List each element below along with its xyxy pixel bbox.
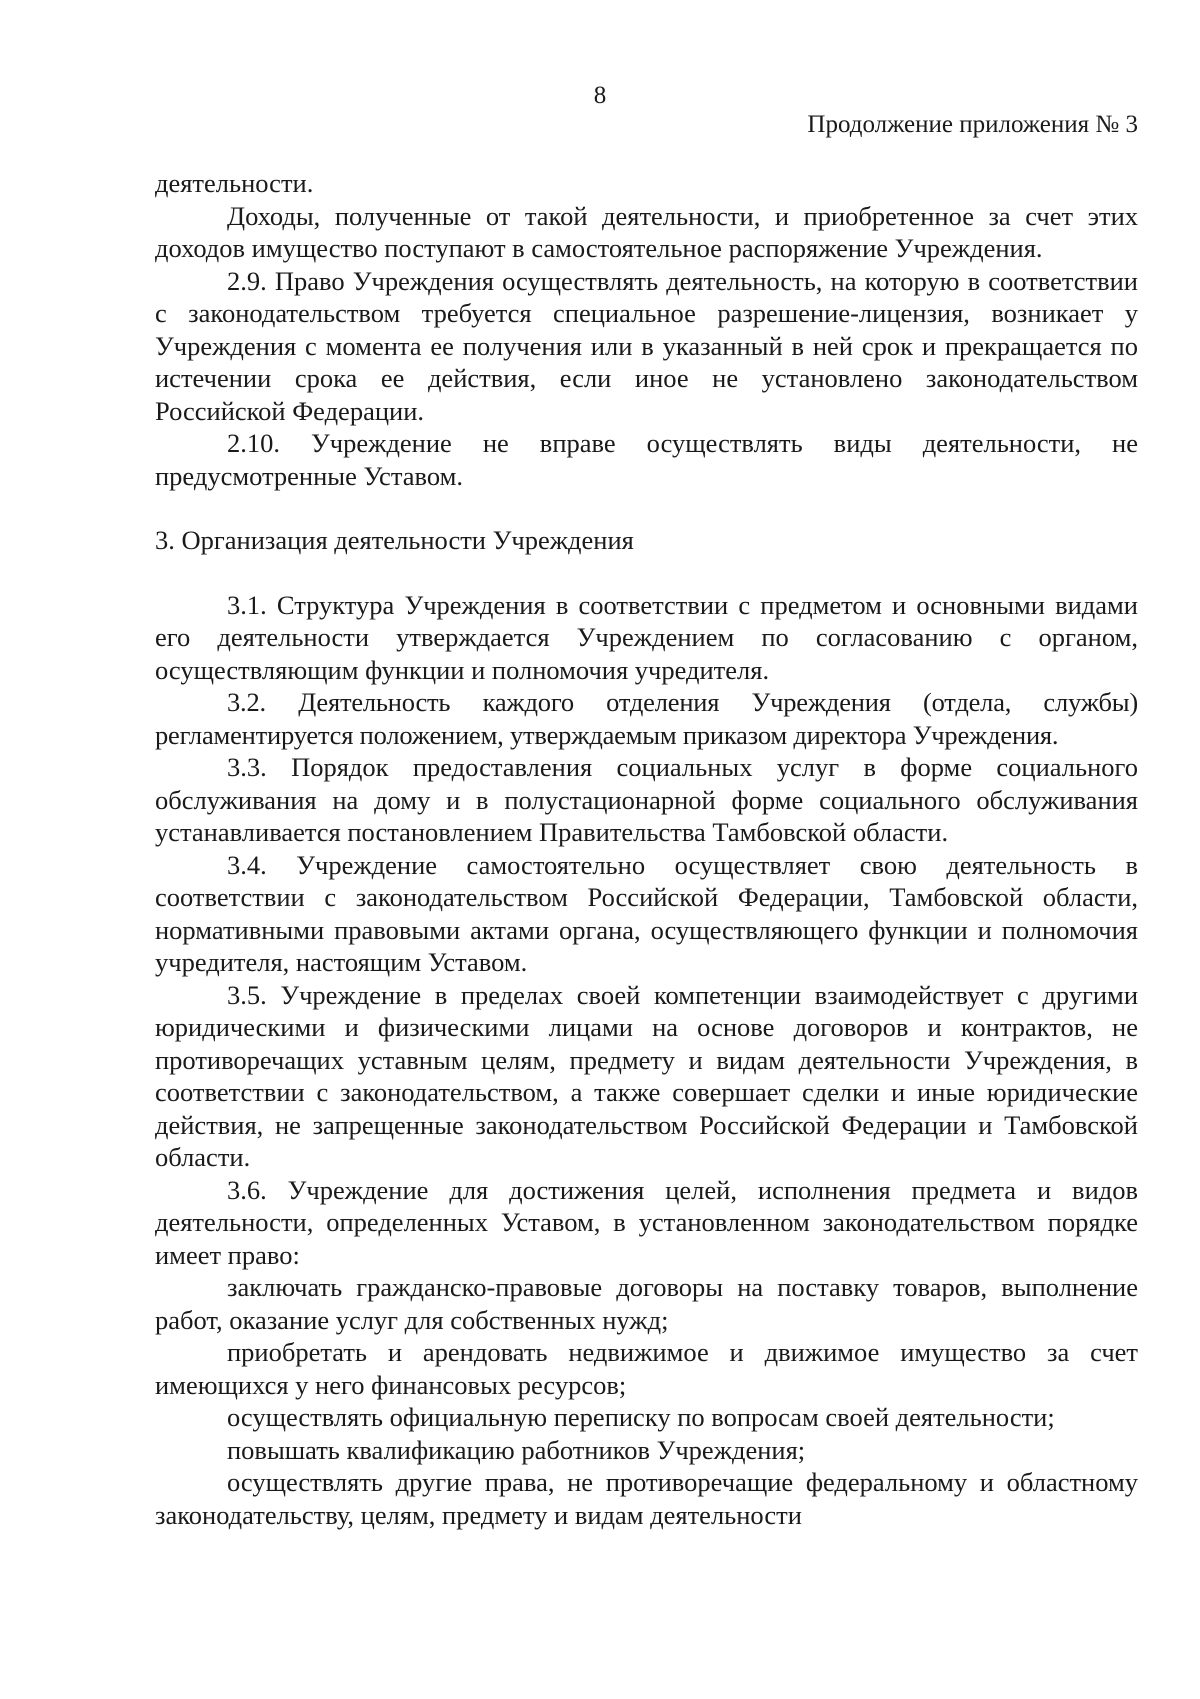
paragraph-2-10: 2.10. Учреждение не вправе осуществлять виды деятельности, не предусмотренные Уставом. bbox=[155, 428, 1138, 491]
document-body bbox=[155, 167, 1138, 1531]
paragraph-continuation: деятельности. bbox=[155, 168, 314, 198]
paragraph-2-9: 2.9. Право Учреждения осуществлять деятельность, на которую в соответствии с законодательством требуется специальное разрешение-лицензия, возникает у Учреждения с момента ее получения или в указанный в ней срок и прекращается по истечении срока ее действия, если иное не установлено законодательством Российской Федерации. bbox=[155, 265, 1138, 426]
list-item-right-property: приобретать и арендовать недвижимое и движимое имущество за счет имеющихся у него финансовых ресурсов; bbox=[155, 1337, 1138, 1400]
list-item-right-training: повышать квалификацию работников Учреждения; bbox=[227, 1434, 806, 1465]
list-item-right-contracts: заключать гражданско-правовые договоры на поставку товаров, выполнение работ, оказание услуг для собственных нужд; bbox=[155, 1272, 1138, 1335]
paragraph-3-5: 3.5. Учреждение в пределах своей компетенции взаимодействует с другими юридическими и физическими лицами на основе договоров и контрактов, не противоречащих уставным целям, предмету и видам деятельности Учреждения, в соответствии с законодательством, а также совершает сделки и иные юридические действия, не запрещенные законодательством Российской Федерации и Тамбовской области. bbox=[155, 979, 1138, 1172]
paragraph-3-6: 3.6. Учреждение для достижения целей, исполнения предмета и видов деятельности, определенных Уставом, в установленном законодательством порядке имеет право: bbox=[155, 1174, 1138, 1270]
paragraph-3-3: 3.3. Порядок предоставления социальных услуг в форме социального обслуживания на дому и в полустационарной форме социального обслуживания устанавливается постановлением Правительства Тамбовской области. bbox=[155, 752, 1138, 847]
paragraph-3-1: 3.1. Структура Учреждения в соответствии с предметом и основными видами его деятельности утверждается Учреждением по согласованию с органом, осуществляющим функции и полномочия учредителя. bbox=[155, 589, 1138, 685]
appendix-note: Продолжение приложения № 3 bbox=[807, 111, 1138, 138]
paragraph-income: Доходы, полученные от такой деятельности, и приобретенное за счет этих доходов имущество поступают в самостоятельное распоряжение Учреждения. bbox=[155, 200, 1138, 263]
page-number: 8 bbox=[593, 82, 607, 109]
list-item-right-correspondence: осуществлять официальную переписку по вопросам своей деятельности; bbox=[227, 1402, 1055, 1432]
section-heading-3: 3. Организация деятельности Учреждения bbox=[155, 525, 634, 555]
paragraph-3-2: 3.2. Деятельность каждого отделения Учреждения (отдела, службы) регламентируется положением, утверждаемым приказом директора Учреждения. bbox=[155, 687, 1138, 750]
paragraph-3-4: 3.4. Учреждение самостоятельно осуществляет свою деятельность в соответствии с законодательством Российской Федерации, Тамбовской области, нормативными правовыми актами органа, осуществляющего функции и полномочия учредителя, настоящим Уставом. bbox=[155, 849, 1138, 977]
list-item-right-other: осуществлять другие права, не противоречащие федеральному и областному законодательству, целям, предмету и видам деятельности bbox=[155, 1467, 1138, 1530]
